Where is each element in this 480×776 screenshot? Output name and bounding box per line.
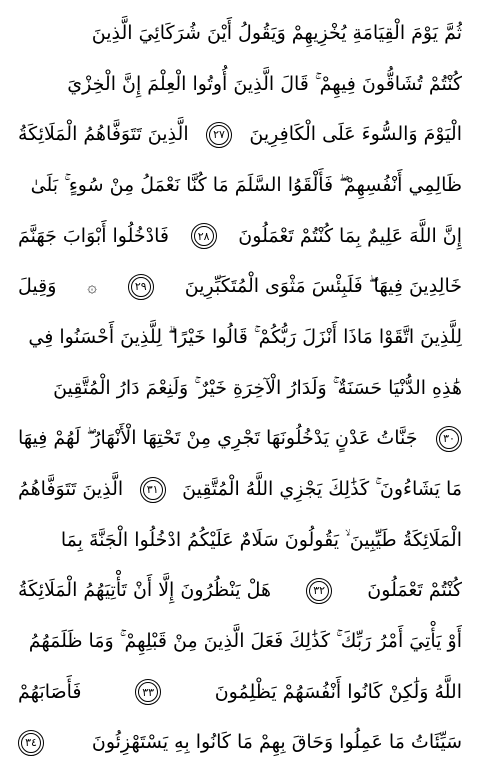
- line-text: ظَالِمِي أَنْفُسِهِمْ ۖ فَأَلْقَوُا السَّلَمَ مَا كُنَّا نَعْمَلُ مِنْ سُوءٍ ۚ بَلَىٰ: [30, 173, 462, 196]
- line-text: إِنَّ اللَّهَ عَلِيمٌ بِمَا كُنْتُمْ تَعْمَلُونَ: [238, 224, 462, 247]
- line-text: كُنْتُمْ تَعْمَلُونَ: [367, 579, 462, 602]
- line-text: سَيِّئَاتُ مَا عَمِلُوا وَحَاقَ بِهِمْ مَا كَانُوا بِهِ يَسْتَهْزِئُونَ: [91, 731, 462, 754]
- text-line-14: [18, 667, 462, 718]
- line-text: الَّذِينَ تَتَوَفَّاهُمُ الْمَلَائِكَةُ: [18, 123, 189, 146]
- line-text: الْيَوْمَ وَالسُّوءَ عَلَى الْكَافِرِينَ: [249, 123, 462, 146]
- line-text: خَالِدِينَ فِيهَا ۖ فَلَبِئْسَ مَثْوَى الْمُتَكَبِّرِينَ: [184, 275, 462, 298]
- line-text: هَلْ يَنْظُرُونَ إِلَّا أَنْ تَأْتِيَهُمُ الْمَلَائِكَةُ: [18, 579, 272, 602]
- line-text: كُنْتُمْ تُشَاقُّونَ فِيهِمْ ۚ قَالَ الَّذِينَ أُوتُوا الْعِلْمَ إِنَّ الْخِزْيَ: [67, 72, 462, 95]
- line-text: فَأَصَابَهُمْ: [18, 680, 82, 703]
- text-line-9: [18, 414, 462, 465]
- text-line-7: [18, 312, 462, 363]
- ayah-number-marker: ٢٨: [191, 223, 217, 249]
- text-line-5: [18, 211, 462, 262]
- text-line-10: [18, 464, 462, 515]
- line-text: الْمَلَائِكَةُ طَيِّبِينَ ۙ يَقُولُونَ سَلَامٌ عَلَيْكُمُ ادْخُلُوا الْجَنَّةَ بِمَا: [60, 528, 462, 551]
- ayah-number-marker: ٣٤: [18, 730, 44, 756]
- line-text: لِلَّذِينَ اتَّقَوْا مَاذَا أَنْزَلَ رَبُّكُمْ ۚ قَالُوا خَيْرًا ۗ لِلَّذِينَ أَحْسَنُوا فِي: [28, 325, 462, 348]
- hizb-marker-icon: ۞: [87, 276, 97, 296]
- ayah-number-marker: ٣١: [140, 477, 166, 503]
- text-line-2: [18, 59, 462, 110]
- line-text: جَنَّاتُ عَدْنٍ يَدْخُلُونَهَا تَجْرِي مِنْ تَحْتِهَا الْأَنْهَارُ ۖ لَهُمْ فِيهَا: [18, 427, 418, 450]
- text-line-13: [18, 616, 462, 667]
- text-line-8: [18, 363, 462, 414]
- ayah-number-marker: ٣٢: [306, 578, 332, 604]
- verse-lines: [18, 8, 462, 768]
- line-text: فَادْخُلُوا أَبْوَابَ جَهَنَّمَ: [18, 224, 169, 247]
- line-text: اللَّهُ وَلَٰكِنْ كَانُوا أَنْفُسَهُمْ يَظْلِمُونَ: [214, 680, 462, 703]
- line-text: مَا يَشَاءُونَ ۚ كَذَٰلِكَ يَجْزِي اللَّهُ الْمُتَّقِينَ: [182, 478, 462, 501]
- text-line-6: [18, 261, 462, 312]
- text-line-15: [18, 718, 462, 769]
- ayah-number-marker: ٣٣: [135, 679, 161, 705]
- text-line-1: [18, 8, 462, 59]
- ayah-number-marker: ٣٠: [436, 426, 462, 452]
- line-text: ثُمَّ يَوْمَ الْقِيَامَةِ يُخْزِيهِمْ وَيَقُولُ أَيْنَ شُرَكَائِيَ الَّذِينَ: [91, 21, 462, 44]
- line-text: وَقِيلَ: [18, 275, 57, 298]
- line-text: هَٰذِهِ الدُّنْيَا حَسَنَةٌ ۚ وَلَدَارُ الْآخِرَةِ خَيْرٌ ۚ وَلَنِعْمَ دَارُ الْمُتَّقِينَ: [53, 376, 462, 399]
- text-line-11: [18, 515, 462, 566]
- text-line-12: [18, 566, 462, 617]
- text-line-3: [18, 109, 462, 160]
- ayah-number-marker: ٢٩: [128, 274, 154, 300]
- line-text: الَّذِينَ تَتَوَفَّاهُمُ: [18, 478, 124, 501]
- ayah-number-marker: ٢٧: [206, 122, 232, 148]
- line-text: أَوْ يَأْتِيَ أَمْرُ رَبِّكَ ۚ كَذَٰلِكَ فَعَلَ الَّذِينَ مِنْ قَبْلِهِمْ ۚ وَمَا ظَلَمَهُمُ: [28, 630, 462, 653]
- text-line-4: [18, 160, 462, 211]
